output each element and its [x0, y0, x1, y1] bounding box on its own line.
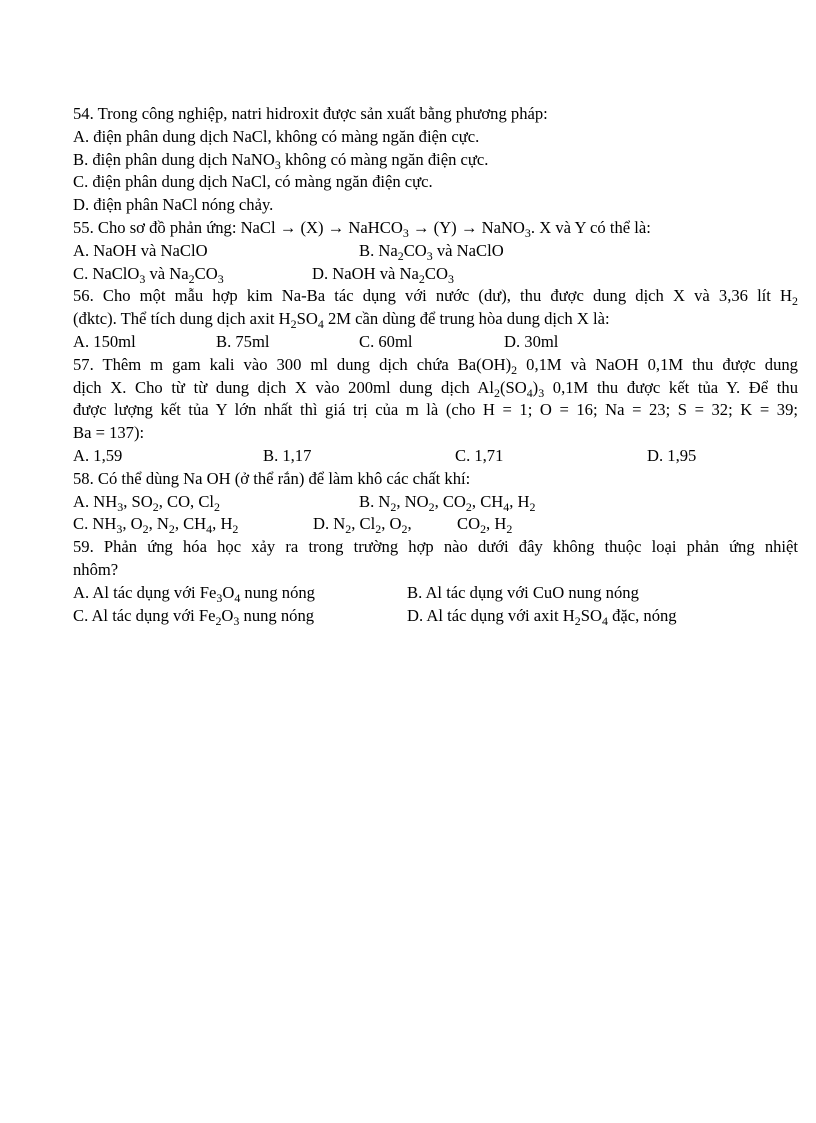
q59-option-c: C. Al tác dụng với $Fe_2O_3$ nung nóng: [73, 605, 315, 628]
q57-stem-4: Ba = 137):: [73, 423, 145, 443]
q56-stem: 56. Cho một mẫu hợp kim Na-Ba tác dụng với nước (dư), thu được dung dịch X và 3,36 lít $H_2$: [73, 286, 798, 309]
q54-option-b: B. điện phân dung dịch NaNO$_3$ không có màng ngăn điện cực.: [73, 149, 489, 172]
q54-stem: 54. Trong công nghiệp, natri hidroxit được sản xuất bằng phương pháp:: [73, 104, 548, 123]
q55-option-c: C. NaClO$_3$ và $Na_2CO_3$: [73, 263, 224, 286]
q56-option-d: D. 30ml: [504, 331, 559, 351]
q57-stem-2: dịch X. Cho từ từ dung dịch X vào 200ml dung dịch $Al_2(SO_4)_3$ 0,1M thu được kết tủa Y. Để thu: [73, 377, 798, 400]
q55-option-d: D. NaOH và $Na_2CO_3$: [312, 263, 454, 286]
q58-option-b: B. $N_2$, $NO_2$, $CO_2$, $CH_4$, $H_2$: [359, 491, 536, 514]
q54-option-a: A. điện phân dung dịch NaCl, không có màng ngăn điện cực.: [73, 126, 480, 146]
q57-option-d: D. 1,95: [647, 445, 697, 465]
q58-option-c: C. $NH_3$, $O_2$, $N_2$, $CH_4$, $H_2$: [73, 514, 239, 537]
q56-options: [73, 331, 798, 354]
q56-stem-cont: (đktc). Thể tích dung dịch axit $H_2SO_4$ 2M cần dùng để trung hòa dung dịch X là:: [73, 309, 610, 331]
q59-option-a: A. Al tác dụng với $Fe_3O_4$ nung nóng: [73, 582, 315, 605]
q59-stem-1: 59. Phản ứng hóa học xảy ra trong trường hợp nào dưới đây không thuộc loại phản ứng nhiệt: [73, 537, 798, 557]
q59-options-row-1: [73, 582, 798, 605]
q59-option-d: D. Al tác dụng với axit $H_2SO_4$ đặc, nóng: [407, 605, 677, 628]
q58-option-d: D. $N_2$, $Cl_2$, $O_2$, $CO_2$, $H_2$: [313, 514, 513, 537]
q57-options: [73, 445, 798, 468]
q57-stem-1: 57. Thêm m gam kali vào 300 ml dung dịch chứa $Ba(OH)_2$ 0,1M và NaOH 0,1M thu được dung: [73, 354, 798, 377]
q58-options-row-1: [73, 491, 798, 514]
q57-option-b: B. 1,17: [263, 445, 312, 465]
q54-option-d: D. điện phân NaCl nóng chảy.: [73, 195, 274, 215]
q56-option-c: C. 60ml: [359, 331, 413, 351]
q57-stem-3: được lượng kết tủa Y lớn nhất thì giá trị của m là (cho H = 1; O = 16; Na = 23; S = 32; K = 39;: [73, 400, 798, 420]
q59-option-b: B. Al tác dụng với CuO nung nóng: [407, 582, 639, 602]
q55-options-row-2: [73, 263, 798, 286]
q59-stem-2: nhôm?: [73, 559, 119, 579]
q54-option-c: C. điện phân dung dịch NaCl, có màng ngăn điện cực.: [73, 172, 433, 192]
q55-option-b: B. $Na_2CO_3$ và NaClO: [359, 240, 504, 263]
q55-option-a: A. NaOH và NaClO: [73, 240, 208, 260]
q58-stem: 58. Có thể dùng Na OH (ở thể rắn) để làm khô các chất khí:: [73, 468, 471, 488]
q58-options-row-2: [73, 513, 798, 536]
q57-option-c: C. 1,71: [455, 445, 504, 465]
worksheet-page: [73, 103, 798, 627]
q58-option-a: A. $NH_3$, $SO_2$, CO, $Cl_2$: [73, 491, 220, 514]
q56-option-b: B. 75ml: [216, 331, 270, 351]
q59-options-row-2: [73, 605, 798, 628]
q57-option-a: A. 1,59: [73, 445, 123, 465]
q55-stem: 55. Cho sơ đồ phản ứng: NaCl → (X) → NaHCO$_3$ → (Y) → NaNO$_3$. X và Y có thể là:: [73, 217, 651, 240]
q56-option-a: A. 150ml: [73, 331, 136, 351]
q55-options-row-1: [73, 240, 798, 263]
